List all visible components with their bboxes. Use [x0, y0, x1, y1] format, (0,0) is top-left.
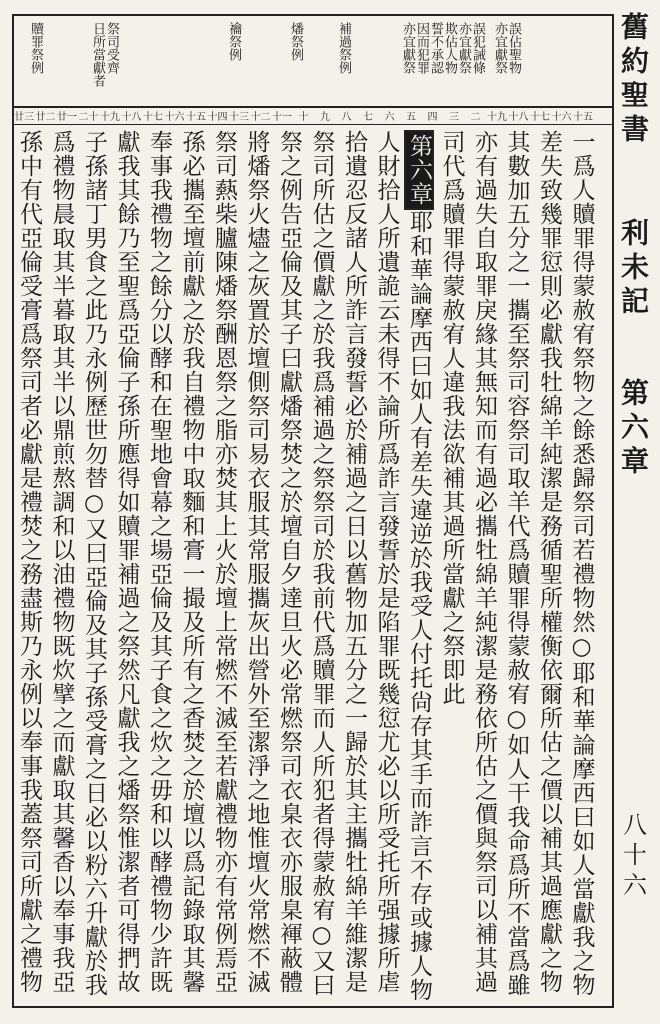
- page-number: 八十六: [618, 812, 647, 902]
- text-column: 其數加五分之一攜至祭司容祭司取羊代爲贖罪得蒙赦宥○如人干我命爲所不當爲雖: [503, 130, 530, 997]
- text-column: 爲禮物晨取其半暮取其半以鼎煎熬調和以油禮物既炊擘之而獻取其馨香以奉事我亞: [48, 130, 75, 994]
- index-heading: 誤佔聖物 亦宜獻祭: [492, 22, 521, 74]
- text-column: 祭司所估之價獻之於我爲補過之祭祭司於我前代爲贖罪而人所犯者得蒙赦宥○又曰: [308, 130, 335, 997]
- column-number: 十八: [508, 112, 529, 123]
- text-column: 一爲人贖罪得蒙赦宥祭物之餘悉歸祭司若禮物然○耶和華論摩西曰如人當獻我之物: [568, 130, 595, 997]
- column-number: 二十: [78, 112, 99, 123]
- column-number: 八: [341, 112, 352, 123]
- text-column: 拾遺忍反諸人所詐言發誓必於補過之日以舊物加五分之一歸於其主攜牡綿羊維潔是: [341, 130, 367, 994]
- column-number: 十七: [143, 112, 163, 123]
- text-column: 亦有過失自取罪戾緣其無知而有過必攜牡綿羊純潔是務依所估之價與祭司以補其過: [471, 130, 497, 994]
- chapter-start-marker: 第六章: [404, 130, 434, 210]
- column-number: 廿三: [14, 112, 34, 123]
- index-heading: 祭司受齊 日所當獻者: [90, 22, 119, 87]
- column-number: 二: [470, 112, 481, 123]
- column-number: 廿二: [35, 112, 56, 123]
- column-number: 十二: [250, 112, 271, 123]
- column-number: 七: [363, 112, 373, 123]
- book-title: 舊約聖書: [617, 12, 650, 148]
- text-column: 人財拾人所遺詭云未得不論所爲詐言發誓於是陷罪既幾愆尤必以所受托所强據所虐: [373, 130, 400, 994]
- text-column: 祭司爇柴臚陳燔祭酬恩祭之脂亦焚其上火於壇上常燃不滅至若獻禮物亦有常例焉亞: [211, 130, 237, 994]
- index-heading: 禴祭例: [226, 22, 241, 61]
- column-number: 三: [449, 112, 459, 123]
- index-heading: 燔祭例: [288, 22, 303, 61]
- index-heading: 補過祭例: [336, 22, 351, 74]
- column-number: 十五: [573, 112, 593, 123]
- text-column: 司代爲贖罪得蒙赦宥人違我法欲補其過所當獻之祭即此: [438, 130, 465, 706]
- column-number: 十三: [229, 112, 249, 123]
- column-number: 十九: [100, 112, 120, 123]
- text-column: 祭之例告亞倫及其子曰獻燔祭焚之於壇自夕達旦火必常燃祭司衣臬衣亦服臬褌蔽體: [276, 130, 302, 994]
- column-number: 十七: [530, 112, 550, 123]
- column-number: 十九: [487, 112, 507, 123]
- index-heading: 誤犯誡條 亦宜獻祭: [456, 22, 485, 74]
- column-number: 十八: [121, 112, 142, 123]
- text-column: 奉事我禮物之餘分以酵和在聖地會幕之場亞倫及其子食之炊之毋和以酵禮物少許既: [146, 130, 172, 994]
- index-heading: 欺佔人物 誓不承認 因而犯罪 亦宜獻祭: [400, 22, 457, 74]
- number-divider: [14, 124, 612, 125]
- text-column: 差失致幾罪愆則必獻我牡綿羊純潔是務循聖所權衡依爾所估之價以補其過應獻之物: [536, 130, 562, 994]
- column-number: 十六: [551, 112, 572, 123]
- page-header: [612, 8, 654, 1018]
- column-number: 廿一: [57, 112, 77, 123]
- text-column: 第六章耶和華論摩西曰如人有差失違逆於我受人付托尙存其手而詐言不存或據人物: [403, 130, 434, 1002]
- column-number: 十一: [272, 112, 292, 123]
- chapter-title: 第六章: [617, 378, 650, 480]
- text-column: 獻我其餘乃至聖爲亞倫子孫所應得如贖罪補過之祭然凡獻我之燔祭惟潔者可得捫故: [113, 130, 140, 994]
- column-number: 四: [427, 112, 438, 123]
- column-number: 十四: [207, 112, 228, 123]
- column-number: 十六: [164, 112, 185, 123]
- volume-title: 利未記: [617, 218, 650, 320]
- index-heading: 贖罪祭例: [28, 22, 43, 74]
- column-number: 五: [406, 112, 416, 123]
- text-column: 孫必攜至壇前獻之於我自禮物中取麵和膏一撮及所有之香焚之於壇以爲記錄取其馨: [178, 130, 205, 994]
- column-number: 十五: [186, 112, 206, 123]
- text-column: 將燔祭火燼之灰置於壇側祭司易衣服其常服攜灰出營外至潔淨之地惟壇火常燃不滅: [243, 130, 270, 994]
- text-column: 子孫諸丁男食之此乃永例歷世勿替○又曰亞倫及其子孫受膏之日必以粉六升獻於我: [81, 130, 107, 997]
- column-number: 六: [384, 112, 395, 123]
- column-number: 十: [298, 112, 309, 123]
- column-number: 九: [320, 112, 330, 123]
- text-column: 孫中有代亞倫受膏爲祭司者必獻是禮焚之務盡斯乃永例以奉事我蓋祭司所獻之禮物: [16, 130, 42, 994]
